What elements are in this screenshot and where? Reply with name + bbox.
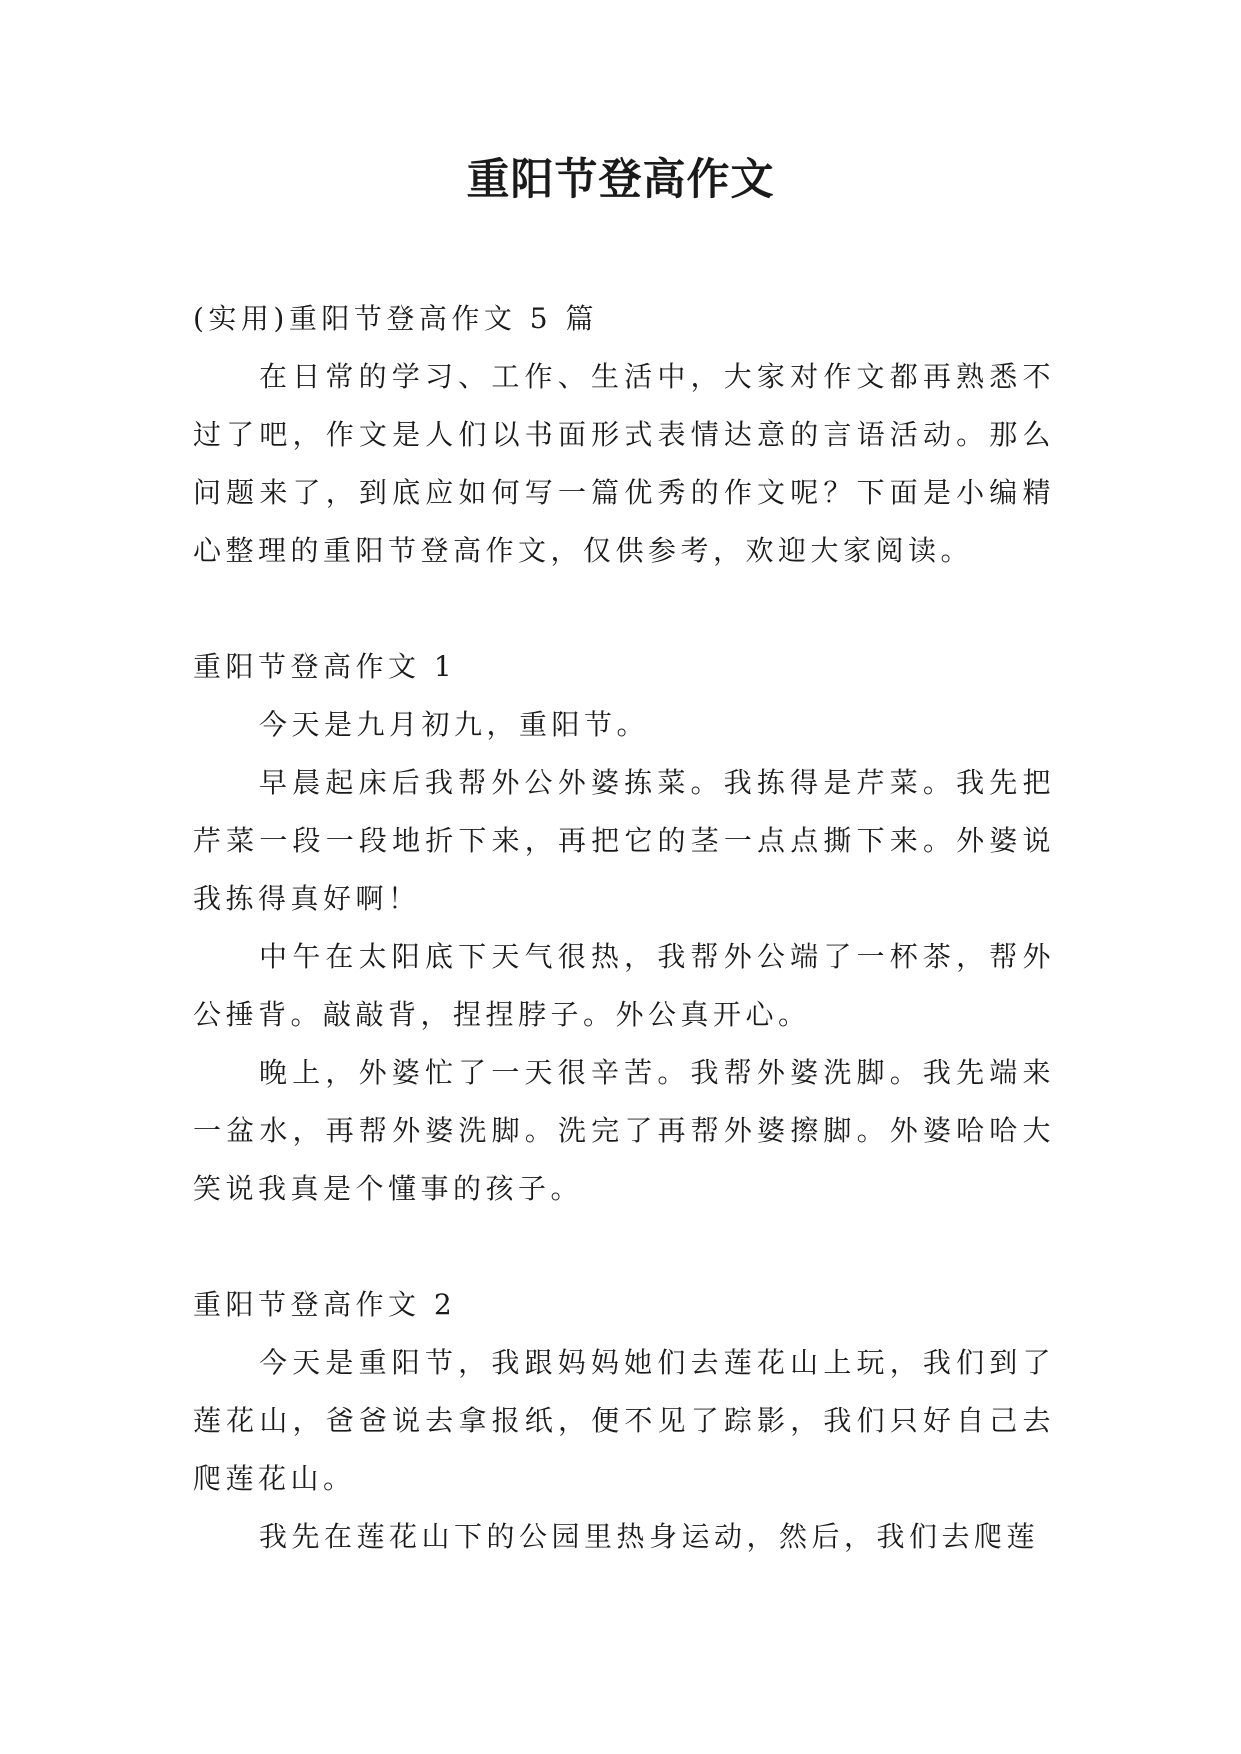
essay-paragraph: 中午在太阳底下天气很热，我帮外公端了一杯茶，帮外公捶背。敲敲背，捏捏脖子。外公真开心。 (193, 940, 1055, 1031)
essay-paragraph: 我先在莲花山下的公园里热身运动，然后，我们去爬莲 (259, 1520, 1040, 1553)
document-subtitle: (实用)重阳节登高作文 5 篇 (193, 302, 598, 335)
essay-paragraph: 早晨起床后我帮外公外婆拣菜。我拣得是芹菜。我先把芹菜一段一段地折下来，再把它的茎一点点撕下来。外婆说我拣得真好啊！ (193, 766, 1055, 915)
essay-paragraph: 今天是九月初九，重阳节。 (259, 708, 650, 741)
section-gap (193, 580, 1055, 638)
essay-heading: 重阳节登高作文 1 (193, 650, 457, 683)
section-gap (193, 1218, 1055, 1276)
essay-section-2 (193, 1276, 1055, 1566)
document-title: 重阳节登高作文 (466, 155, 775, 205)
essay-section-1 (193, 638, 1055, 1218)
essay-paragraph: 今天是重阳节，我跟妈妈她们去莲花山上玩，我们到了莲花山，爸爸说去拿报纸，便不见了踪影，我们只好自己去爬莲花山。 (193, 1346, 1055, 1495)
intro-paragraph: 在日常的学习、工作、生活中，大家对作文都再熟悉不过了吧，作文是人们以书面形式表情达意的言语活动。那么问题来了，到底应如何写一篇优秀的作文呢？下面是小编精心整理的重阳节登高作文，仅供参考，欢迎大家阅读。 (193, 360, 1055, 567)
document-body (193, 290, 1055, 1566)
essay-paragraph: 晚上，外婆忙了一天很辛苦。我帮外婆洗脚。我先端来一盆水，再帮外婆洗脚。洗完了再帮外婆擦脚。外婆哈哈大笑说我真是个懂事的孩子。 (193, 1056, 1055, 1205)
essay-heading: 重阳节登高作文 2 (193, 1288, 457, 1321)
